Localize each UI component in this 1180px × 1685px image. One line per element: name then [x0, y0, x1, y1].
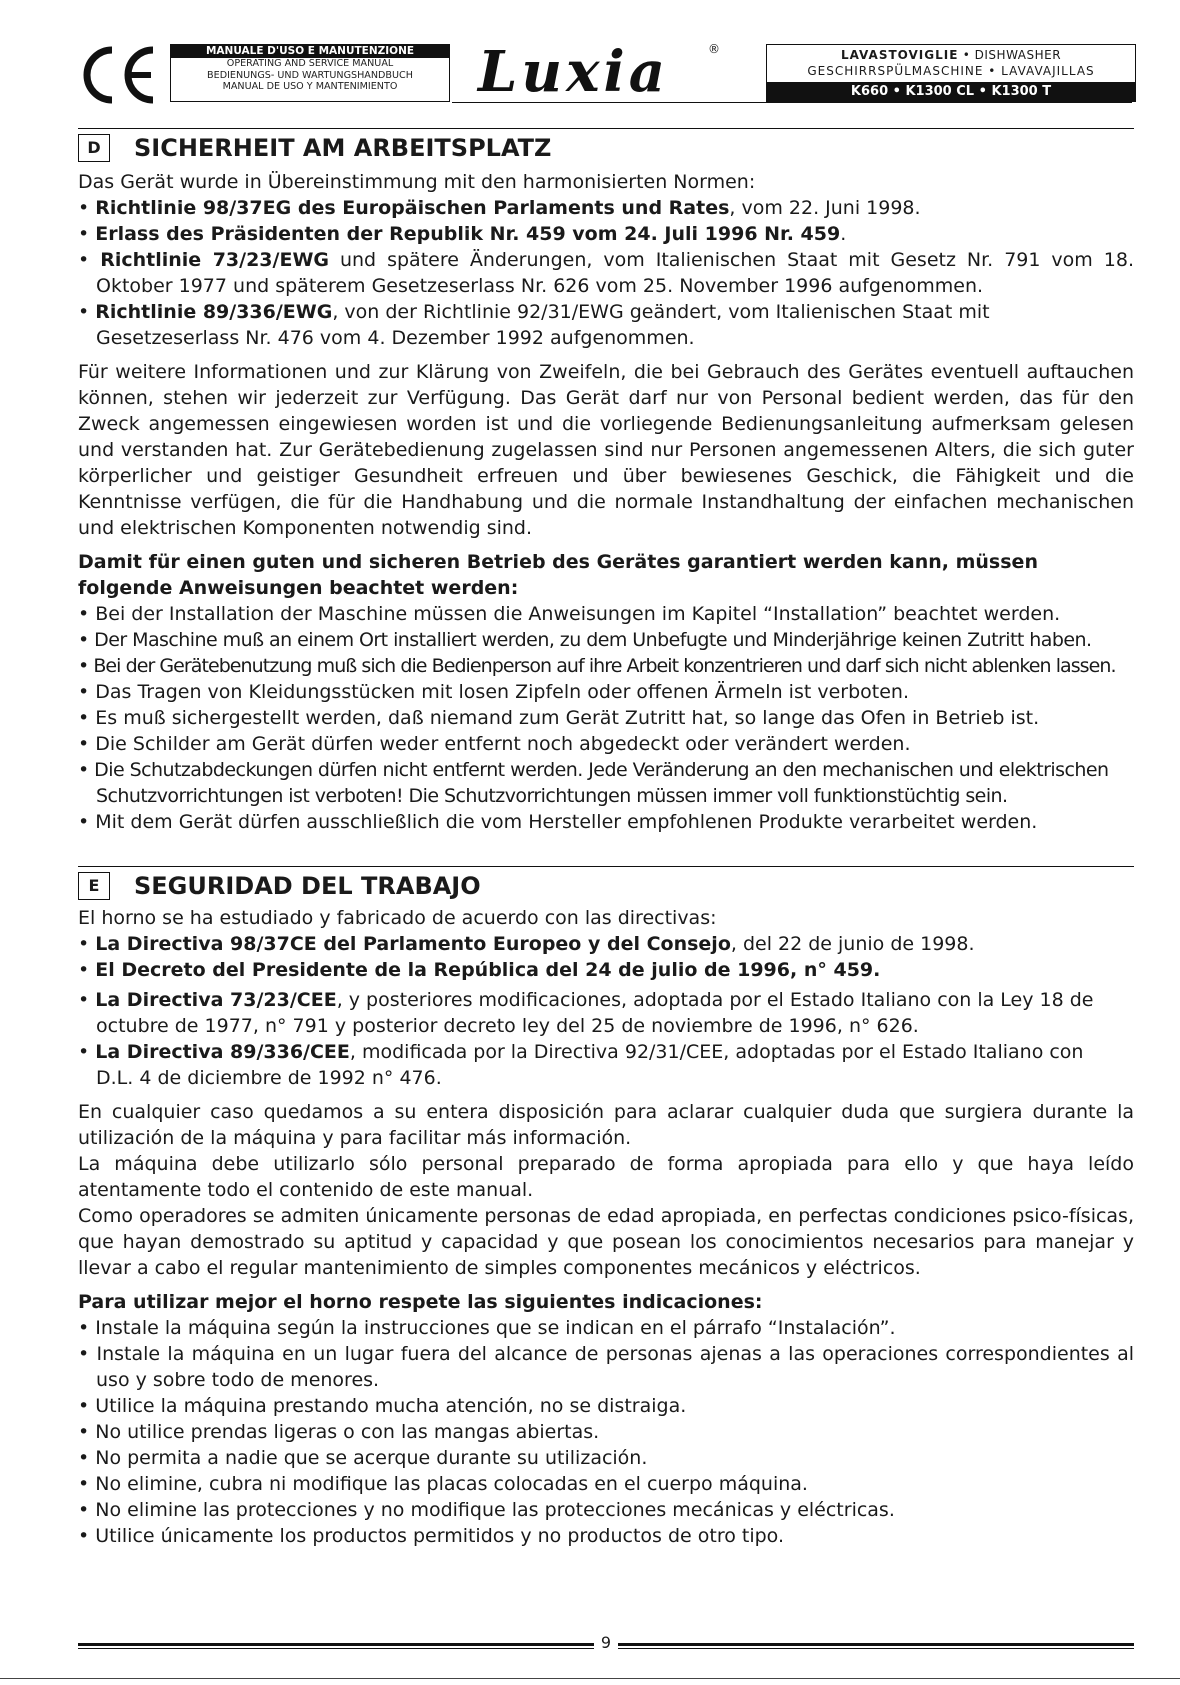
- norm-item: • La Directiva 89/336/CEE, modificada por la Directiva 92/31/CEE, adoptadas por el Estado Italiano con D.L. 4 de diciembre de 1992 n° 476.: [78, 1041, 1084, 1089]
- norm-item: • La Directiva 98/37CE del Parlamento Europeo y del Consejo, del 22 de junio de 1998.: [78, 933, 975, 955]
- page-bottom-edge: [0, 1678, 1180, 1679]
- section-e-intro: El horno se ha estudiado y fabricado de acuerdo con las directivas:: [78, 907, 717, 929]
- brand-name: Luxia: [478, 39, 670, 105]
- section-d-instructions-heading: Damit für einen guten und sicheren Betrieb des Gerätes garantiert werden kann, müssen folgende Anweisungen beachtet werden:: [78, 551, 1038, 599]
- instruction-item: • Mit dem Gerät dürfen ausschließlich die vom Hersteller empfohlenen Produkte verarbeitet werden.: [78, 811, 1038, 833]
- brand-logo: [478, 38, 726, 106]
- section-d-paragraph: Für weitere Informationen und zur Klärung von Zweifeln, die bei Gebrauch des Gerätes eventuell auftauchen können, stehen wir jederzeit zur Verfügung. Das Gerät darf nur von Personal bedient werden, das für den Zweck angemessen eingewiesen worden ist und die vorliegende Bedienungsanleitung aufmerksam gelesen und verstanden hat. Zur Gerätebedienung zugelassen sind nur Personen angemessenen Alters, die sich guter körperlicher und geistiger Gesundheit erfreuen und über bewiesenes Geschick, die Fähigkeit und die Kenntnisse verfügen, die für die Handhabung und die normale Instandhaltung der einfachen mechanischen und elektrischen Komponenten notwendig sind.: [78, 361, 1134, 539]
- instruction-item: • Die Schutzabdeckungen dürfen nicht entfernt werden. Jede Veränderung an den mechanischen und elektrischen Schutzvorrichtungen ist verboten! Die Schutzvorrichtungen müssen immer voll funktionstüchtig sein.: [78, 759, 1109, 807]
- product-models: K660 • K1300 CL • K1300 T: [767, 82, 1135, 101]
- instruction-item: • Der Maschine muß an einem Ort installiert werden, zu dem Unbefugte und Minderjährige keinen Zutritt haben.: [78, 629, 1092, 651]
- instruction-item: • Das Tragen von Kleidungsstücken mit losen Zipfeln oder offenen Ärmeln ist verboten.: [78, 681, 909, 703]
- manual-title-box: [170, 44, 450, 102]
- instruction-item: • Utilice únicamente los productos permitidos y no productos de otro tipo.: [78, 1525, 785, 1547]
- manual-title-it: MANUALE D'USO E MANUTENZIONE: [171, 45, 449, 58]
- page-number: 9: [600, 1633, 612, 1652]
- norm-item: • Erlass des Präsidenten der Republik Nr. 459 vom 24. Juli 1996 Nr. 459.: [78, 223, 847, 245]
- instruction-item: • No elimine, cubra ni modifique las placas colocadas en el cuerpo máquina.: [78, 1473, 808, 1495]
- product-name-it: LAVASTOVIGLIE: [840, 48, 959, 62]
- instruction-item: • Bei der Gerätebenutzung muß sich die Bedienperson auf ihre Arbeit konzentrieren und darf sich nicht ablenken lassen.: [78, 655, 1116, 677]
- instruction-item: • Instale la máquina según la instrucciones que se indican en el párrafo “Instalación”.: [78, 1317, 896, 1339]
- product-line-2: GESCHIRRSPÜLMASCHINE • LAVAVAJILLAS: [807, 64, 1095, 78]
- registered-mark: ®: [708, 42, 720, 56]
- footer-rule-right: [618, 1643, 1134, 1649]
- section-e: [78, 866, 1134, 1549]
- ce-mark-logo: [78, 44, 158, 106]
- instruction-item: • Bei der Installation der Maschine müssen die Anweisungen im Kapitel “Installation” beachtet werden.: [78, 603, 1061, 625]
- instruction-item: • Es muß sichergestellt werden, daß niemand zum Gerät Zutritt hat, so lange das Ofen in Betrieb ist.: [78, 707, 1040, 729]
- section-e-paragraph: La máquina debe utilizarlo sólo personal preparado de forma apropiada para ello y que haya leído atentamente todo el contenido de este manual.: [78, 1153, 1134, 1201]
- norm-item: • Richtlinie 89/336/EWG, von der Richtlinie 92/31/EWG geändert, vom Italienischen Staat mit Gesetzeserlass Nr. 476 vom 4. Dezember 1992 aufgenommen.: [78, 301, 990, 349]
- instruction-item: • Die Schilder am Gerät dürfen weder entfernt noch abgedeckt oder verändert werden.: [78, 733, 911, 755]
- section-d-intro: Das Gerät wurde in Übereinstimmung mit den harmonisierten Normen:: [78, 171, 756, 193]
- norm-item: • La Directiva 73/23/CEE, y posteriores modificaciones, adoptada por el Estado Italiano con la Ley 18 de octubre de 1977, n° 791 y posterior decreto ley del 25 de noviembre de 1996, n° 626.: [78, 989, 1094, 1037]
- manual-title-es: MANUAL DE USO Y MANTENIMIENTO: [222, 81, 398, 93]
- instruction-item: • No utilice prendas ligeras o con las mangas abiertas.: [78, 1421, 600, 1443]
- section-e-instructions-heading: Para utilizar mejor el horno respete las siguientes indicaciones:: [78, 1291, 763, 1313]
- product-box: [766, 44, 1136, 102]
- section-e-header: [78, 866, 1134, 903]
- instruction-item: • No elimine las protecciones y no modifique las protecciones mecánicas y eléctricas.: [78, 1499, 895, 1521]
- norm-item: • Richtlinie 73/23/EWG und spätere Änderungen, vom Italienischen Staat mit Gesetz Nr. 791 vom 18. Oktober 1977 und späterem Gesetzeserlass Nr. 626 vom 25. November 1996 aufgenommen.: [78, 249, 1135, 297]
- section-d-header: [78, 128, 1134, 165]
- instruction-item: • Instale la máquina en un lugar fuera del alcance de personas ajenas a las operaciones correspondientes al uso y sobre todo de menores.: [78, 1343, 1134, 1391]
- section-e-paragraph: Como operadores se admiten únicamente personas de edad apropiada, en perfectas condiciones psico-físicas, que hayan demostrado su aptitud y capacidad y que posean los conocimientos necesarios para manejar y llevar a cabo el regular mantenimiento de simples componentes mecánicos y eléctricos.: [78, 1205, 1134, 1279]
- section-e-paragraph: En cualquier caso quedamos a su entera disposición para aclarar cualquier duda que surgiera durante la utilización de la máquina y para facilitar más información.: [78, 1101, 1134, 1149]
- language-badge-e: E: [78, 872, 110, 900]
- product-sep: •: [958, 48, 975, 62]
- norm-item: • El Decreto del Presidente de la República del 24 de julio de 1996, n° 459.: [78, 959, 881, 981]
- manual-title-de: BEDIENUNGS- UND WARTUNGSHANDBUCH: [207, 69, 413, 81]
- language-badge-d: D: [78, 134, 110, 162]
- page-footer: [78, 1633, 1134, 1653]
- product-line-1: [767, 47, 1135, 63]
- section-e-title: SEGURIDAD DEL TRABAJO: [134, 872, 481, 900]
- header-underline: [452, 102, 1132, 103]
- product-name-en: DISHWASHER: [974, 48, 1062, 62]
- instruction-item: • Utilice la máquina prestando mucha atención, no se distraiga.: [78, 1395, 687, 1417]
- manual-title-en: OPERATING AND SERVICE MANUAL: [226, 58, 394, 69]
- ce-mark-icon: [78, 44, 158, 106]
- section-d: [78, 128, 1134, 835]
- norm-item: • Richtlinie 98/37EG des Europäischen Parlaments und Rates, vom 22. Juni 1998.: [78, 197, 921, 219]
- section-d-title: SICHERHEIT AM ARBEITSPLATZ: [134, 134, 552, 162]
- instruction-item: • No permita a nadie que se acerque durante su utilización.: [78, 1447, 648, 1469]
- footer-rule-left: [78, 1643, 594, 1649]
